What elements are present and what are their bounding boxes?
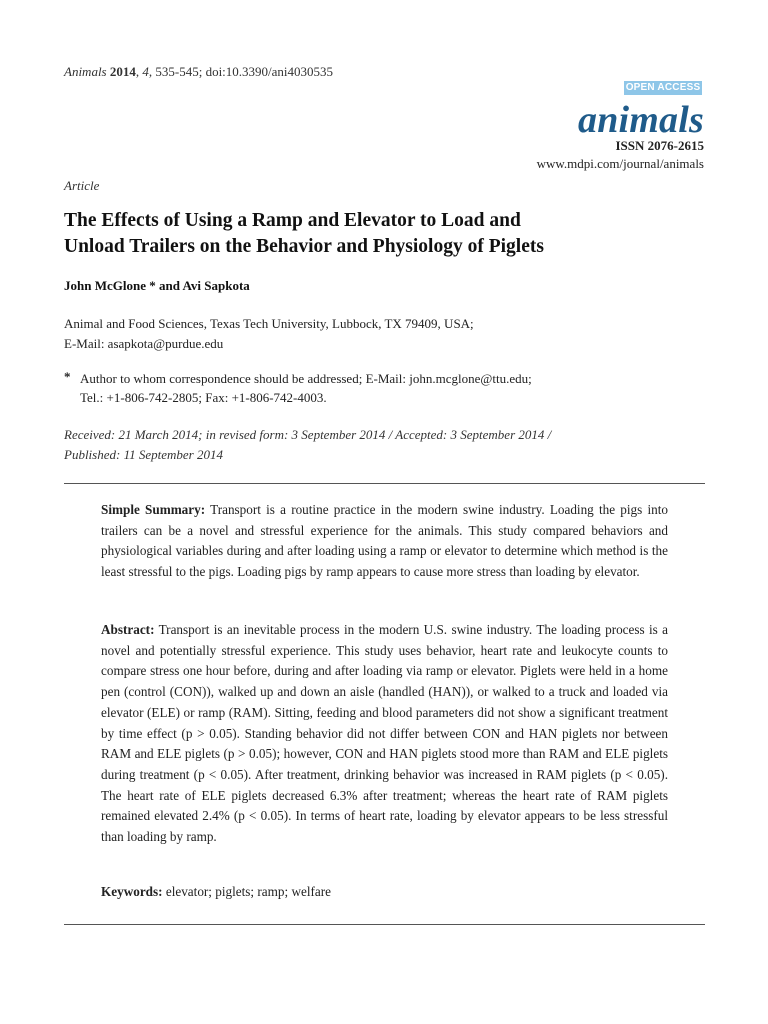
dates-line-2: Published: 11 September 2014 [64, 447, 223, 462]
correspondence-star: * [64, 369, 71, 384]
open-access-badge: OPEN ACCESS [625, 82, 701, 93]
journal-logo: animals [578, 99, 704, 141]
citation-year: 2014 [109, 64, 136, 79]
citation-rest: , 535-545; doi:10.3390/ani4030535 [148, 64, 334, 79]
article-type: Article [64, 178, 100, 193]
affiliation: Animal and Food Sciences, Texas Tech University, Lubbock, TX 79409, USA; [64, 316, 474, 331]
correspondence [80, 369, 700, 407]
abstract [101, 620, 668, 848]
dates-line-1: Received: 21 March 2014; in revised form: 3 September 2014 / Accepted: 3 September 2014 / [64, 427, 552, 442]
issn: ISSN 2076-2615 [615, 138, 704, 153]
authors: John McGlone * and Avi Sapkota [64, 278, 250, 293]
keywords [101, 882, 668, 903]
abstract-label: Abstract: [101, 622, 155, 637]
abstract-text: Transport is an inevitable process in the modern U.S. swine industry. The loading process is a novel and potentially stressful experience. This study uses behavior, heart rate and leukocyte counts to compare stress one hour before, during and after loading via ramp or elevator. Piglets were held in a home pen (control (CON)), walked up and down an aisle (handled (HAN)), or walked to a truck and loaded via elevator (ELE) or ramp (RAM). Sitting, feeding and blood parameters did not show a significant treatment by time effect (p > 0.05). Standing behavior did not differ between CON and HAN piglets nor between RAM and ELE piglets (p > 0.05); however, CON and HAN piglets stood more than RAM and ELE piglets during treatment (p < 0.05). After treatment, drinking behavior was increased in RAM piglets (p < 0.05). The heart rate of ELE piglets decreased 6.3% after treatment; whereas the heart rate of RAM piglets remained elevated 2.4% (p < 0.05). In terms of heart rate, loading by elevator appears to be less stressful than loading by ramp. [101, 622, 669, 845]
title-line-2: Unload Trailers on the Behavior and Physiology of Piglets [64, 236, 544, 257]
simple-summary-label: Simple Summary: [101, 502, 206, 517]
author-email[interactable]: E-Mail: asapkota@purdue.edu [64, 336, 224, 351]
affiliation-block [64, 314, 474, 354]
bottom-divider [64, 924, 705, 925]
article-dates [64, 425, 704, 465]
keywords-label: Keywords: [101, 884, 163, 899]
simple-summary-text: Transport is a routine practice in the modern swine industry. Loading the pigs into trailers can be a novel and stressful experience for the animals. This study compared behaviors and physiological variables during and after loading using a ramp or elevator to determine which method is the least stressful to the pigs. Loading pigs by ramp appears to cause more stress than loading by elevator. [101, 502, 669, 580]
journal-url[interactable]: www.mdpi.com/journal/animals [536, 156, 704, 171]
article-title [64, 208, 704, 260]
citation-journal: Animals [64, 64, 107, 79]
keywords-text: elevator; piglets; ramp; welfare [165, 884, 331, 899]
citation-volume: 4 [142, 64, 149, 79]
title-line-1: The Effects of Using a Ramp and Elevator to Load and [64, 210, 521, 231]
citation-line: Animals 2014, 4, 535-545; doi:10.3390/ani4030535 [64, 64, 334, 79]
simple-summary [101, 500, 668, 583]
correspondence-line-2: Tel.: +1-806-742-2805; Fax: +1-806-742-4003. [80, 390, 327, 405]
correspondence-line-1: Author to whom correspondence should be addressed; E-Mail: john.mcglone@ttu.edu; [80, 371, 532, 386]
top-divider [64, 483, 705, 484]
